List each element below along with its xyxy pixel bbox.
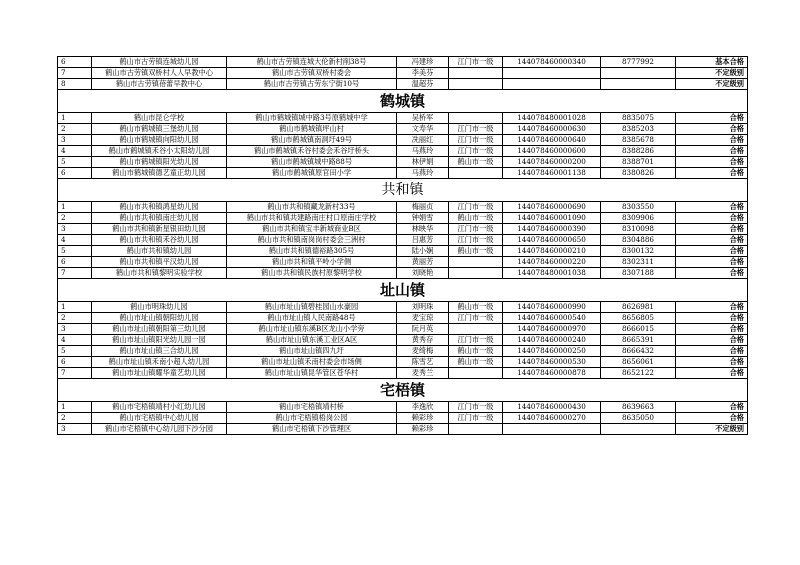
cell-phone: 8656061	[601, 357, 676, 368]
cell-license: 144078460000210	[503, 246, 601, 257]
cell-phone: 8665391	[601, 335, 676, 346]
cell-level: 江门市一级	[449, 57, 503, 68]
table-row	[58, 246, 748, 257]
cell-level: 鹤山市一级	[449, 346, 503, 357]
cell-level: 江门市一级	[449, 235, 503, 246]
table-row	[58, 346, 748, 357]
cell-no: 5	[58, 157, 92, 168]
cell-addr: 鹤山市共和镇德裕路305号	[227, 246, 397, 257]
cell-name: 鹤山市址山镇耀华童艺幼儿园	[92, 368, 227, 379]
cell-license	[503, 79, 601, 90]
table-row	[58, 402, 748, 413]
table-row	[58, 224, 748, 235]
cell-no: 1	[58, 113, 92, 124]
cell-contact: 黄丽芳	[397, 257, 449, 268]
cell-name: 鹤山市址山镇阳光幼儿园一园	[92, 335, 227, 346]
cell-name: 鹤山市共和镇平汉幼儿园	[92, 257, 227, 268]
cell-level: 鹤山市一级	[449, 357, 503, 368]
cell-addr: 鹤山市古劳镇古劳东宁街10号	[227, 79, 397, 90]
cell-contact: 黄秀存	[397, 335, 449, 346]
cell-addr: 鹤山市共和镇藏龙新村33号	[227, 202, 397, 213]
kindergarten-table	[57, 56, 748, 435]
cell-contact: 吴桥军	[397, 113, 449, 124]
cell-license: 144078460000600	[503, 146, 601, 157]
cell-license	[503, 68, 601, 79]
table-row	[58, 357, 748, 368]
cell-phone: 8302311	[601, 257, 676, 268]
cell-no: 1	[58, 402, 92, 413]
cell-contact: 麦绮梅	[397, 346, 449, 357]
cell-result: 合格	[676, 402, 748, 413]
cell-no: 7	[58, 68, 92, 79]
cell-addr: 鹤山市宅梧镇梧岗公园	[227, 413, 397, 424]
table-row	[58, 79, 748, 90]
table-row	[58, 424, 748, 435]
cell-phone: 8303550	[601, 202, 676, 213]
cell-license: 144078460000250	[503, 346, 601, 357]
cell-addr: 鹤山市鹤城镇坪山村	[227, 124, 397, 135]
section-header	[58, 279, 748, 302]
cell-level: 江门市一级	[449, 135, 503, 146]
cell-result: 合格	[676, 235, 748, 246]
table-row	[58, 135, 748, 146]
cell-level	[449, 113, 503, 124]
cell-contact: 赖彩珍	[397, 413, 449, 424]
cell-license	[503, 424, 601, 435]
cell-contact: 林伊娟	[397, 157, 449, 168]
cell-name: 鹤山市昆仑学校	[92, 113, 227, 124]
table-row	[58, 124, 748, 135]
cell-result: 合格	[676, 246, 748, 257]
table-row	[58, 313, 748, 324]
cell-phone: 8666015	[601, 324, 676, 335]
cell-result: 合格	[676, 268, 748, 279]
cell-addr: 鹤山市址山镇东溪工业区A区	[227, 335, 397, 346]
cell-name: 鹤山市址山镇禾南小超人幼儿园	[92, 357, 227, 368]
cell-license: 144078460000200	[503, 157, 601, 168]
cell-level: 江门市一级	[449, 413, 503, 424]
cell-phone: 8777992	[601, 57, 676, 68]
cell-license: 144078460000690	[503, 202, 601, 213]
cell-addr: 鹤山市共和镇平岭小学侧	[227, 257, 397, 268]
table-row	[58, 202, 748, 213]
cell-name: 鹤山市宅梧镇中心幼儿园下沙分园	[92, 424, 227, 435]
cell-contact: 温超芬	[397, 79, 449, 90]
cell-addr: 鹤山市鹤城镇原官田小学	[227, 168, 397, 179]
cell-phone: 8300132	[601, 246, 676, 257]
cell-license: 144078460000390	[503, 224, 601, 235]
cell-result: 不定级别	[676, 68, 748, 79]
cell-no: 6	[58, 168, 92, 179]
cell-contact: 阮月英	[397, 324, 449, 335]
table-row	[58, 146, 748, 157]
cell-no: 7	[58, 368, 92, 379]
cell-result: 合格	[676, 146, 748, 157]
cell-name: 鹤山市宅梧镇靖村小红幼儿园	[92, 402, 227, 413]
cell-result: 合格	[676, 313, 748, 324]
cell-phone: 8652122	[601, 368, 676, 379]
cell-contact: 李美芬	[397, 68, 449, 79]
table-row	[58, 113, 748, 124]
cell-addr: 鹤山市址山镇碧桂园山水豪园	[227, 302, 397, 313]
cell-license: 144078460000640	[503, 135, 601, 146]
cell-contact: 刘晓艳	[397, 268, 449, 279]
cell-name: 鹤山市址山镇朝阳幼儿园	[92, 313, 227, 324]
cell-contact: 陆小娴	[397, 246, 449, 257]
table-row	[58, 68, 748, 79]
cell-name: 鹤山市共和镇鸿星幼儿园	[92, 202, 227, 213]
cell-result: 合格	[676, 213, 748, 224]
cell-contact: 李逸欣	[397, 402, 449, 413]
cell-no: 8	[58, 79, 92, 90]
cell-name: 鹤山市共和镇新星银田幼儿园	[92, 224, 227, 235]
cell-no: 7	[58, 268, 92, 279]
cell-license: 144078480001028	[503, 113, 601, 124]
table-row	[58, 302, 748, 313]
cell-name: 鹤山市鹤城镇德艺童正幼儿园	[92, 168, 227, 179]
cell-no: 2	[58, 413, 92, 424]
cell-contact: 冼丽红	[397, 135, 449, 146]
cell-contact: 麦秀兰	[397, 368, 449, 379]
cell-result: 合格	[676, 413, 748, 424]
cell-name: 鹤山市共和镇黎明实验学校	[92, 268, 227, 279]
cell-addr: 鹤山市址山镇四九圩	[227, 346, 397, 357]
cell-name: 鹤山市宅梧镇中心幼儿园	[92, 413, 227, 424]
section-title: 址山镇	[58, 279, 748, 302]
cell-license: 144078460000430	[503, 402, 601, 413]
cell-no: 3	[58, 424, 92, 435]
cell-phone: 8656805	[601, 313, 676, 324]
table-row	[58, 368, 748, 379]
table-row	[58, 157, 748, 168]
table-row	[58, 413, 748, 424]
cell-name: 鹤山市古劳镇连城幼儿园	[92, 57, 227, 68]
cell-no: 4	[58, 335, 92, 346]
table-row	[58, 213, 748, 224]
cell-result: 合格	[676, 346, 748, 357]
cell-phone: 8304886	[601, 235, 676, 246]
cell-license: 144078460000990	[503, 302, 601, 313]
cell-result: 合格	[676, 202, 748, 213]
cell-level: 江门市一级	[449, 335, 503, 346]
cell-name: 鹤山市鹤城镇三堡幼儿园	[92, 124, 227, 135]
cell-level	[449, 257, 503, 268]
cell-addr: 鹤山市址山镇人民南路48号	[227, 313, 397, 324]
cell-contact: 吕惠芳	[397, 235, 449, 246]
cell-no: 6	[58, 257, 92, 268]
cell-phone: 8309906	[601, 213, 676, 224]
cell-addr: 鹤山市鹤城镇城中路3号原鹤城中学	[227, 113, 397, 124]
section-header	[58, 179, 748, 202]
cell-contact: 钟娟雪	[397, 213, 449, 224]
cell-addr: 鹤山市共和镇南岗岗村委会三洲村	[227, 235, 397, 246]
cell-addr: 鹤山市鹤城镇南洞圩49号	[227, 135, 397, 146]
cell-license: 144078460000270	[503, 413, 601, 424]
cell-addr: 鹤山市共和镇共建路南庄村口原南庄学校	[227, 213, 397, 224]
cell-phone: 8385203	[601, 124, 676, 135]
cell-no: 6	[58, 357, 92, 368]
cell-level	[449, 168, 503, 179]
cell-license: 144078460001138	[503, 168, 601, 179]
cell-contact: 赖彩珍	[397, 424, 449, 435]
cell-contact: 马燕玲	[397, 168, 449, 179]
cell-phone: 8380826	[601, 168, 676, 179]
cell-license: 144078460000240	[503, 335, 601, 346]
cell-level: 鹤山市一级	[449, 246, 503, 257]
cell-license: 144078460000970	[503, 324, 601, 335]
cell-contact: 刘明珠	[397, 302, 449, 313]
table-row	[58, 257, 748, 268]
cell-license: 144078460000878	[503, 368, 601, 379]
cell-result: 合格	[676, 113, 748, 124]
cell-name: 鹤山市共和镇幼儿园	[92, 246, 227, 257]
section-title: 共和镇	[58, 179, 748, 202]
cell-addr: 鹤山市鹤城镇禾谷村委会禾谷圩桥头	[227, 146, 397, 157]
cell-no: 5	[58, 246, 92, 257]
table-row	[58, 268, 748, 279]
table-row	[58, 235, 748, 246]
cell-level	[449, 368, 503, 379]
cell-name: 鹤山市共和镇禾谷幼儿园	[92, 235, 227, 246]
table-row	[58, 324, 748, 335]
cell-license: 144078480001038	[503, 268, 601, 279]
cell-result: 合格	[676, 368, 748, 379]
cell-result: 合格	[676, 324, 748, 335]
cell-name: 鹤山市鹤城镇向阳幼儿园	[92, 135, 227, 146]
cell-contact: 冯建珍	[397, 57, 449, 68]
cell-name: 鹤山市明珠幼儿园	[92, 302, 227, 313]
cell-level: 江门市一级	[449, 124, 503, 135]
cell-addr: 鹤山市址山镇东溪B区龙山小学旁	[227, 324, 397, 335]
cell-contact: 陈雪艺	[397, 357, 449, 368]
cell-level	[449, 324, 503, 335]
cell-result: 合格	[676, 257, 748, 268]
table-row	[58, 168, 748, 179]
cell-addr: 鹤山市共和镇宝丰新城商业B区	[227, 224, 397, 235]
cell-level: 鹤山市一级	[449, 213, 503, 224]
cell-addr: 鹤山市古劳镇双桥村委会	[227, 68, 397, 79]
cell-result: 合格	[676, 302, 748, 313]
cell-phone: 8385678	[601, 135, 676, 146]
cell-no: 2	[58, 313, 92, 324]
cell-phone: 8835075	[601, 113, 676, 124]
cell-addr: 鹤山市古劳镇连城大伦新村削38号	[227, 57, 397, 68]
cell-phone: 8666432	[601, 346, 676, 357]
section-title: 宅梧镇	[58, 379, 748, 402]
cell-name: 鹤山市古劳镇蓓蕾早教中心	[92, 79, 227, 90]
cell-contact: 文寿华	[397, 124, 449, 135]
cell-license: 144078460000650	[503, 235, 601, 246]
cell-phone: 8310098	[601, 224, 676, 235]
cell-result: 合格	[676, 357, 748, 368]
cell-result: 不定级别	[676, 79, 748, 90]
cell-result: 合格	[676, 157, 748, 168]
cell-level	[449, 68, 503, 79]
cell-no: 3	[58, 135, 92, 146]
cell-addr: 鹤山市鹤城镇城中路88号	[227, 157, 397, 168]
cell-no: 1	[58, 202, 92, 213]
cell-level	[449, 424, 503, 435]
cell-name: 鹤山市址山镇朝阳第三幼儿园	[92, 324, 227, 335]
cell-no: 6	[58, 57, 92, 68]
cell-name: 鹤山市共和镇南庄幼儿园	[92, 213, 227, 224]
cell-level: 江门市一级	[449, 146, 503, 157]
cell-name: 鹤山市古劳镇双桥村人人早教中心	[92, 68, 227, 79]
cell-license: 144078460000630	[503, 124, 601, 135]
section-title: 鹤城镇	[58, 90, 748, 113]
cell-phone: 8388701	[601, 157, 676, 168]
cell-result: 合格	[676, 135, 748, 146]
cell-phone	[601, 68, 676, 79]
cell-license: 144078460000530	[503, 357, 601, 368]
cell-contact: 梅丽贞	[397, 202, 449, 213]
cell-addr: 鹤山市宅梧镇靖村桥	[227, 402, 397, 413]
cell-addr: 鹤山市址山镇禾南村委会市场侧	[227, 357, 397, 368]
cell-contact: 麦宝琼	[397, 313, 449, 324]
cell-no: 4	[58, 146, 92, 157]
cell-no: 5	[58, 346, 92, 357]
cell-no: 2	[58, 124, 92, 135]
cell-contact: 马燕玲	[397, 146, 449, 157]
cell-license: 144078460000540	[503, 313, 601, 324]
cell-result: 合格	[676, 224, 748, 235]
cell-level	[449, 268, 503, 279]
cell-level	[449, 79, 503, 90]
cell-license: 144078460001090	[503, 213, 601, 224]
cell-result: 不定级别	[676, 424, 748, 435]
section-header	[58, 90, 748, 113]
cell-addr: 鹤山市共和镇民族村原黎明学校	[227, 268, 397, 279]
cell-phone	[601, 79, 676, 90]
cell-no: 4	[58, 235, 92, 246]
cell-no: 3	[58, 224, 92, 235]
cell-level: 鹤山市一级	[449, 302, 503, 313]
cell-phone	[601, 424, 676, 435]
cell-name: 鹤山市址山镇三合幼儿园	[92, 346, 227, 357]
cell-license: 144078460000220	[503, 257, 601, 268]
cell-no: 3	[58, 324, 92, 335]
cell-no: 2	[58, 213, 92, 224]
cell-level: 江门市一级	[449, 402, 503, 413]
cell-license: 144078460000340	[503, 57, 601, 68]
cell-result: 合格	[676, 335, 748, 346]
cell-name: 鹤山市鹤城镇禾谷小太阳幼儿园	[92, 146, 227, 157]
cell-level: 江门市一级	[449, 313, 503, 324]
cell-phone: 8388286	[601, 146, 676, 157]
cell-level: 江门市一级	[449, 224, 503, 235]
table-row	[58, 335, 748, 346]
cell-result: 基本合格	[676, 57, 748, 68]
cell-contact: 林映华	[397, 224, 449, 235]
cell-level: 鹤山市一级	[449, 157, 503, 168]
cell-phone: 8307188	[601, 268, 676, 279]
cell-result: 合格	[676, 124, 748, 135]
cell-phone: 8639663	[601, 402, 676, 413]
cell-no: 1	[58, 302, 92, 313]
cell-phone: 8635050	[601, 413, 676, 424]
cell-phone: 8626981	[601, 302, 676, 313]
cell-addr: 鹤山市宅梧镇下沙管理区	[227, 424, 397, 435]
cell-addr: 鹤山市址山镇昆华管区苍华村	[227, 368, 397, 379]
cell-result: 合格	[676, 168, 748, 179]
cell-name: 鹤山市鹤城镇阳光幼儿园	[92, 157, 227, 168]
table-row	[58, 57, 748, 68]
cell-level: 江门市一级	[449, 202, 503, 213]
section-header	[58, 379, 748, 402]
